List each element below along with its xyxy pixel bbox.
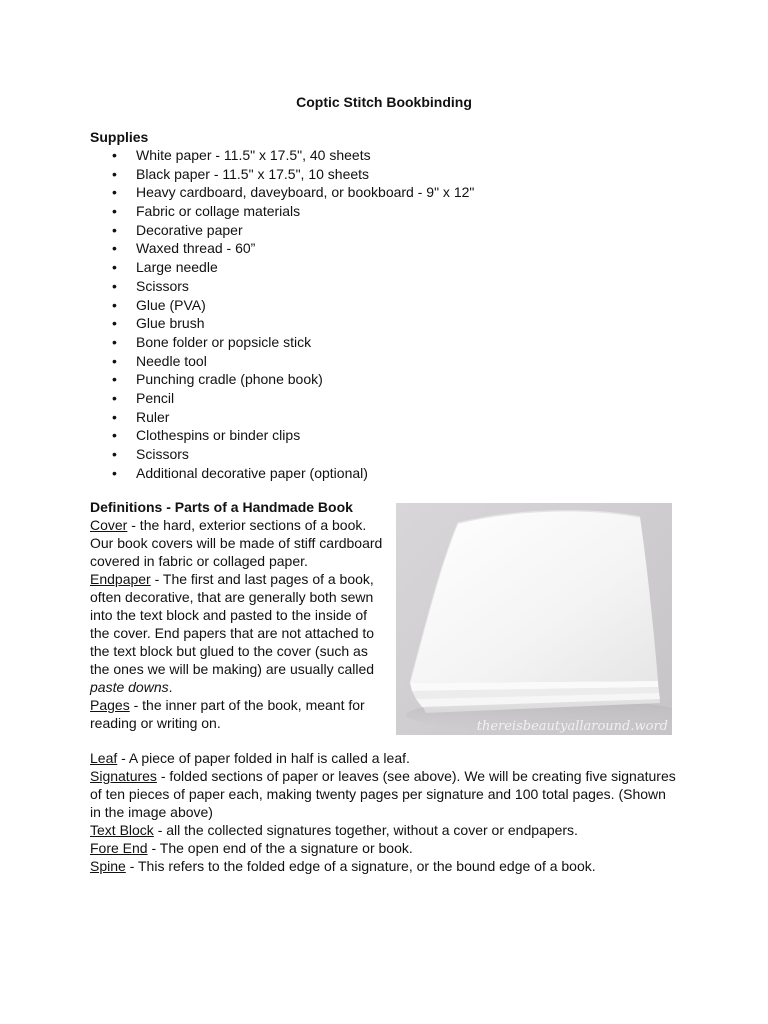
supplies-item (90, 202, 474, 221)
supplies-item (90, 183, 474, 202)
definition-term: Signatures (90, 768, 157, 784)
supplies-item (90, 352, 474, 371)
definition-leaf (90, 749, 680, 767)
definition-text: - folded sections of paper or leaves (see above). We will be creating five signatures of ten pieces of paper each, making twenty pages per signature and 100 total pages. (Shown in the image above) (90, 768, 676, 820)
bullet-icon: • (112, 315, 117, 332)
bullet-icon: • (112, 147, 117, 163)
supplies-item-text: Pencil (136, 389, 175, 406)
definition-endpaper (90, 570, 390, 696)
definition-text: - all the collected signatures together, without a cover or endpapers. (153, 822, 578, 838)
definition-text-end: . (168, 679, 173, 695)
definition-pages (90, 696, 390, 732)
supplies-item (90, 146, 474, 165)
supplies-item-text: Bone folder or popsicle stick (136, 333, 312, 350)
bullet-icon: • (112, 277, 117, 294)
supplies-item (90, 239, 474, 258)
definition-text-block (90, 821, 680, 839)
supplies-item-text: Ruler (136, 408, 170, 425)
supplies-item-text: Scissors (136, 277, 189, 294)
definition-fore-end (90, 839, 680, 857)
supplies-item (90, 277, 474, 296)
supplies-item (90, 333, 474, 352)
supplies-item-text: Glue (PVA) (136, 296, 206, 313)
bullet-icon: • (112, 427, 117, 444)
supplies-item (90, 370, 474, 389)
bullet-icon: • (112, 296, 117, 313)
bullet-icon: • (112, 184, 117, 201)
definition-signatures (90, 767, 680, 821)
bullet-icon: • (112, 408, 117, 425)
bullet-icon: • (112, 221, 117, 238)
supplies-item-text: Scissors (136, 446, 189, 462)
supplies-item-text: Punching cradle (phone book) (136, 371, 323, 388)
definition-emphasis: paste downs (90, 679, 169, 695)
supplies-item-text: Heavy cardboard, daveyboard, or bookboard - 9" x 12" (136, 184, 475, 201)
definition-term: Cover (90, 517, 128, 533)
supplies-item-text: Additional decorative paper (optional) (136, 464, 368, 481)
photo-watermark: thereisbeautyallaround.word (476, 719, 668, 734)
bullet-icon: • (112, 203, 117, 220)
supplies-item (90, 426, 474, 445)
supplies-item (90, 408, 474, 427)
bullet-icon: • (112, 259, 117, 276)
definition-cover (90, 516, 390, 570)
supplies-item (90, 445, 474, 464)
definition-term: Fore End (90, 840, 148, 856)
supplies-item-text: Needle tool (136, 352, 207, 369)
definition-text: - The first and last pages of a book, often decorative, that are generally both sewn into the text block and pasted to the inside of the cover. End papers that are not attached to the text block but glued to the cover (such as the ones we will be making) are usually called (90, 571, 375, 677)
definition-term: Pages (90, 697, 130, 713)
definition-text: - A piece of paper folded in half is called a leaf. (117, 750, 410, 766)
bullet-icon: • (112, 446, 117, 462)
bullet-icon: • (112, 464, 117, 481)
definition-term: Leaf (90, 750, 118, 766)
supplies-item-text: White paper - 11.5" x 17.5", 40 sheets (136, 147, 371, 163)
supplies-item (90, 296, 474, 315)
supplies-heading: Supplies (90, 129, 149, 145)
definition-text: - the hard, exterior sections of a book. Our book covers will be made of stiff cardboard covered in fabric or collaged paper. (90, 517, 383, 569)
paper-stack-illustration (396, 503, 672, 735)
bullet-icon: • (112, 240, 117, 257)
definition-term: Spine (90, 858, 126, 874)
bullet-icon: • (112, 352, 117, 369)
supplies-item-text: Decorative paper (136, 221, 243, 238)
definition-term: Text Block (90, 822, 154, 838)
definition-text: - the inner part of the book, meant for reading or writing on. (90, 697, 365, 731)
definitions-wrapped-block (90, 516, 390, 732)
supplies-item (90, 314, 474, 333)
supplies-item-text: Fabric or collage materials (136, 203, 301, 220)
definition-text: - The open end of the a signature or book. (147, 840, 413, 856)
supplies-item (90, 464, 474, 483)
supplies-item-text: Glue brush (136, 315, 205, 332)
bullet-icon: • (112, 371, 117, 388)
bullet-icon: • (112, 389, 117, 406)
supplies-item-text: Waxed thread - 60” (136, 240, 256, 257)
definitions-heading: Definitions - Parts of a Handmade Book (90, 499, 353, 515)
supplies-item-text: Black paper - 11.5" x 17.5", 10 sheets (136, 165, 370, 182)
bullet-icon: • (112, 333, 117, 350)
supplies-item-text: Clothespins or binder clips (136, 427, 301, 444)
supplies-item (90, 221, 474, 240)
bullet-icon: • (112, 165, 117, 182)
paper-stack-photo (396, 503, 672, 735)
supplies-item (90, 258, 474, 277)
document-title: Coptic Stitch Bookbinding (296, 94, 472, 110)
supplies-item (90, 389, 474, 408)
definition-text: - This refers to the folded edge of a signature, or the bound edge of a book. (125, 858, 596, 874)
definition-spine (90, 857, 680, 875)
definitions-full-block (90, 749, 680, 875)
definition-term: Endpaper (90, 571, 151, 587)
supplies-list (90, 146, 474, 482)
supplies-item (90, 165, 474, 184)
supplies-item-text: Large needle (136, 259, 218, 276)
